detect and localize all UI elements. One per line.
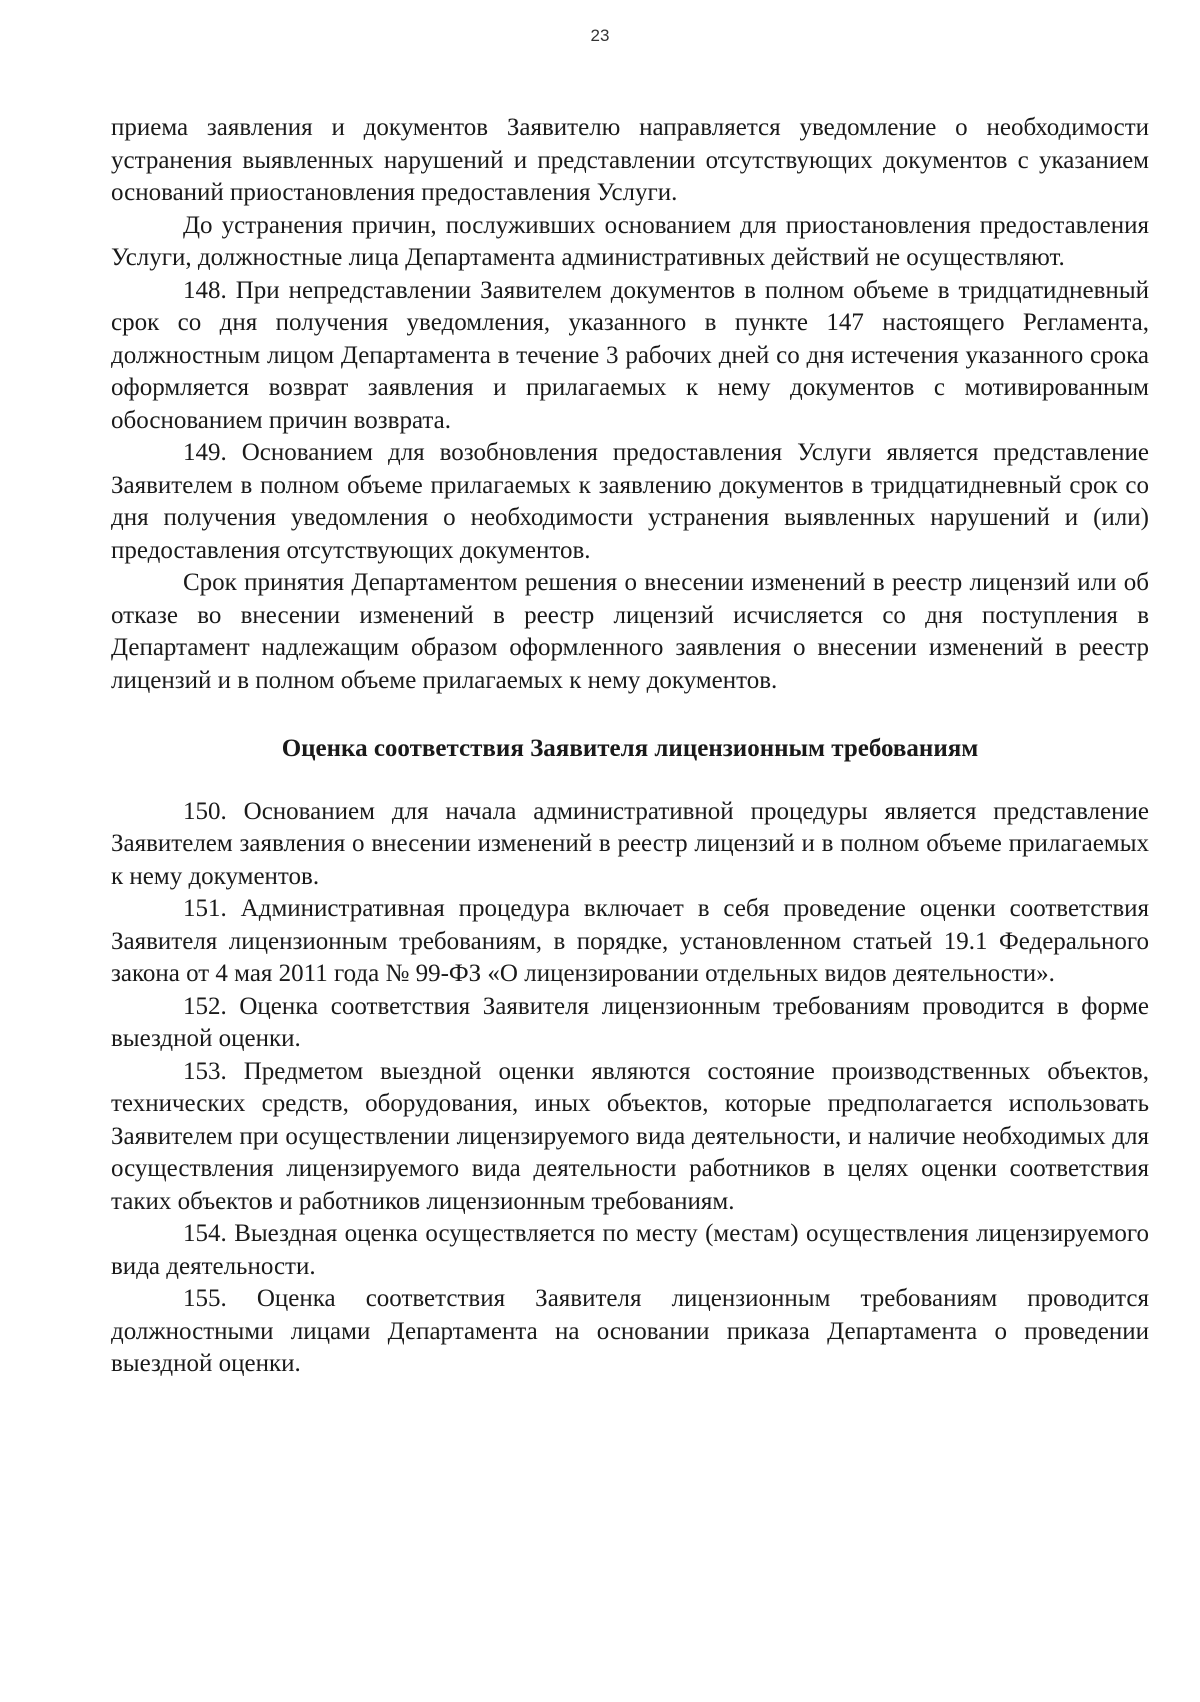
section-heading: Оценка соответствия Заявителя лицензионным требованиям	[281, 735, 979, 762]
paragraph-152: 152. Оценка соответствия Заявителя лицензионным требованиям проводится в форме выездной оценки.	[111, 992, 1149, 1052]
paragraph-153: 153. Предметом выездной оценки являются состояние производственных объектов, технических средств, оборудования, иных объектов, которые предполагается использовать Заявителем при осуществлении лицензируемого вида деятельности, и наличие необходимых для осуществления лицензируемого вида деятельности работников в целях оценки соответствия таких объектов и работников лицензионным требованиям.	[111, 1057, 1149, 1215]
paragraph-continuation: приема заявления и документов Заявителю направляется уведомление о необходимости устранения выявленных нарушений и представлении отсутствующих документов с указанием оснований приостановления предоставления Услуги.	[111, 114, 1149, 206]
paragraph-155: 155. Оценка соответствия Заявителя лицензионным требованиям проводится должностными лицами Департамента на основании приказа Департамента о проведении выездной оценки.	[111, 1285, 1149, 1377]
paragraph-150: 150. Основанием для начала административной процедуры является представление Заявителем заявления о внесении изменений в реестр лицензий и в полном объеме прилагаемых к нему документов.	[111, 797, 1149, 890]
document-body	[111, 112, 1149, 1381]
paragraph-149: 149. Основанием для возобновления предоставления Услуги является представление Заявителем в полном объеме прилагаемых к заявлению документов в тридцатидневный срок со дня получения уведомления о необходимости устранения выявленных нарушений и (или) предоставления отсутствующих документов.	[111, 439, 1149, 564]
paragraph-154: 154. Выездная оценка осуществляется по месту (местам) осуществления лицензируемого вида деятельности.	[111, 1220, 1149, 1280]
paragraph-151: 151. Административная процедура включает в себя проведение оценки соответствия Заявителя лицензионным требованиям, в порядке, установленном статьей 19.1 Федерального закона от 4 мая 2011 года № 99-ФЗ «О лицензировании отдельных видов деятельности».	[111, 895, 1149, 987]
paragraph: До устранения причин, послуживших основанием для приостановления предоставления Услуги, должностные лица Департамента административных действий не осуществляют.	[111, 211, 1149, 271]
paragraph-148: 148. При непредставлении Заявителем документов в полном объеме в тридцатидневный срок со дня получения уведомления, указанного в пункте 147 настоящего Регламента, должностным лицом Департамента в течение 3 рабочих дней со дня истечения указанного срока оформляется возврат заявления и прилагаемых к нему документов с мотивированным обоснованием причин возврата.	[111, 276, 1149, 434]
paragraph: Срок принятия Департаментом решения о внесении изменений в реестр лицензий или об отказе во внесении изменений в реестр лицензий исчисляется со дня поступления в Департамент надлежащим образом оформленного заявления о внесении изменений в реестр лицензий и в полном объеме прилагаемых к нему документов.	[111, 569, 1149, 694]
page-number: 23	[590, 26, 610, 45]
